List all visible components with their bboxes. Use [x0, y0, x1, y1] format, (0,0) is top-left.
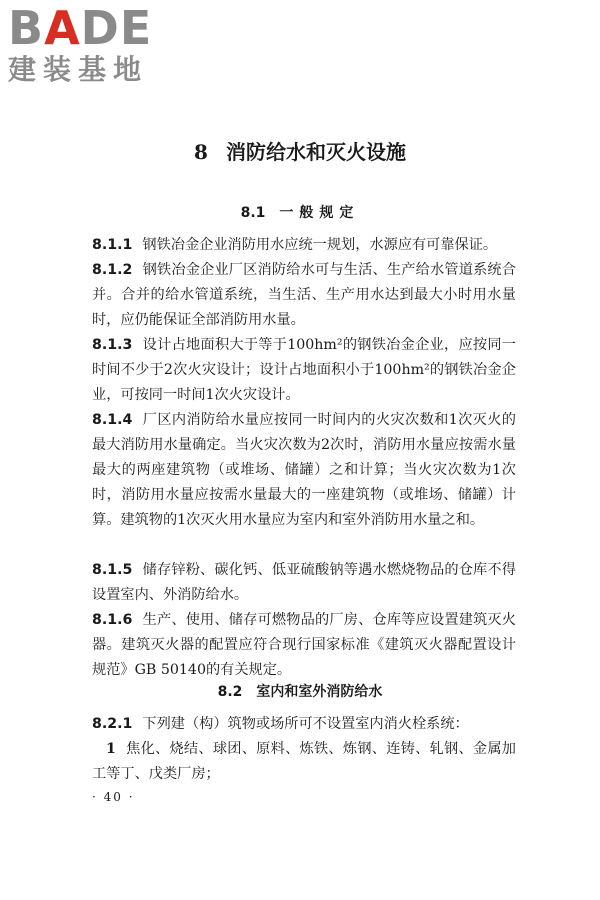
clause-8-1-2	[92, 258, 516, 333]
clause-text: 钢铁冶金企业消防用水应统一规划，水源应有可靠保证。	[142, 237, 498, 253]
clause-text: 生产、使用、储存可燃物品的厂房、仓库等应设置建筑灭火器。建筑灭火器的配置应符合现行国家标准《建筑灭火器配置设计规范》GB 50140的有关规定。	[92, 612, 516, 678]
clause-number: 8.1.3	[92, 337, 133, 353]
chapter-heading	[0, 136, 600, 165]
brand-logo	[8, 1, 178, 86]
clause-number: 8.1.1	[92, 237, 133, 253]
clause-number: 8.1.4	[92, 412, 133, 428]
clause-text: 下列建（构）筑物或场所可不设置室内消火栓系统：	[142, 716, 469, 732]
section-number: 8.1	[240, 205, 266, 221]
section-heading-8-2	[0, 681, 600, 701]
section-number: 8.2	[217, 684, 243, 700]
clause-number: 8.1.5	[92, 562, 133, 578]
list-item	[92, 737, 516, 787]
clause-8-1-4	[92, 408, 516, 533]
clause-text: 厂区内消防给水量应按同一时间内的火灾次数和1次灭火的最大消防用水量确定。当火灾次数为2次时，消防用水量应按需水量最大的两座建筑物（或堆场、储罐）之和计算；当火灾次数为1次时，消防用水量应按需水量最大的一座建筑物（或堆场、储罐）计算。建筑物的1次灭火用水量应为室内和室外消防用水量之和。	[92, 412, 516, 528]
clause-text: 储存锌粉、碳化钙、低亚硫酸钠等遇水燃烧物品的仓库不得设置室内、外消防给水。	[92, 562, 516, 603]
clause-8-1-1	[92, 233, 516, 258]
logo-wordmark	[8, 1, 178, 55]
clause-text: 钢铁冶金企业厂区消防给水可与生活、生产给水管道系统合并。合并的给水管道系统，当生活、生产用水达到最大小时用水量时，应仍能保证全部消防用水量。	[92, 262, 516, 328]
page-number: · 40 ·	[92, 790, 135, 804]
chapter-title: 消防给水和灭火设施	[225, 140, 406, 164]
item-text: 焦化、烧结、球团、原料、炼铁、炼钢、连铸、轧钢、金属加工等丁、戊类厂房；	[92, 741, 516, 782]
clause-8-2-1	[92, 712, 516, 737]
clause-text: 设计占地面积大于等于100hm²的钢铁冶金企业，应按同一时间不少于2次火灾设计；设计占地面积小于100hm²的钢铁冶金企业，可按同一时间1次火灾设计。	[92, 337, 516, 403]
clause-number: 8.1.6	[92, 612, 133, 628]
clause-8-1-5	[92, 558, 516, 608]
clause-number: 8.2.1	[92, 716, 133, 732]
section-title: 一般规定	[279, 205, 360, 221]
chapter-number: 8	[194, 140, 208, 164]
section-heading-8-1	[0, 202, 600, 222]
logo-letters-pre: B	[8, 1, 45, 55]
logo-letters-post: DE	[80, 1, 153, 55]
logo-letter-accent: A	[44, 1, 81, 55]
logo-subtitle: 建装基地	[8, 53, 149, 86]
item-number: 1	[106, 741, 116, 757]
clause-8-1-6	[92, 608, 516, 683]
clause-8-1-3	[92, 333, 516, 408]
clause-number: 8.1.2	[92, 262, 133, 278]
section-title: 室内和室外消防给水	[256, 684, 383, 700]
